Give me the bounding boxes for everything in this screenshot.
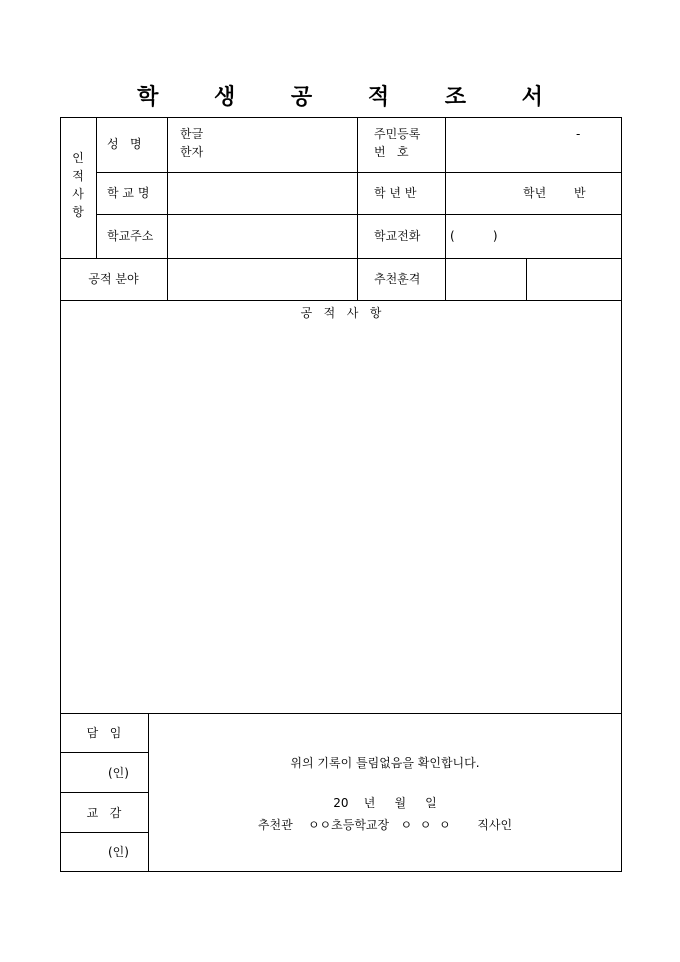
school-address-label: 학교주소 [107, 229, 154, 243]
col-divider [148, 713, 149, 872]
grade-class-label: 학 년 반 [374, 186, 417, 200]
section-label-char: 적 [72, 169, 84, 183]
vice-principal-seal[interactable]: (인) [108, 845, 129, 859]
col-divider [357, 117, 358, 300]
row-divider [96, 214, 622, 215]
col-divider [445, 117, 446, 300]
id-number-label: 주민등록 [374, 127, 421, 141]
class-field[interactable]: 반 [574, 186, 586, 200]
col-divider [526, 258, 527, 300]
homeroom-teacher-label: 담 임 [86, 726, 122, 740]
school-name-label: 학 교 명 [107, 186, 150, 200]
form-title: 학 생 공 적 조 서 [137, 84, 567, 110]
vice-principal-label: 교 감 [86, 806, 122, 820]
id-number-label-2: 번 호 [374, 145, 409, 159]
row-divider [60, 832, 148, 833]
homeroom-seal[interactable]: (인) [108, 766, 129, 780]
row-divider [60, 713, 622, 714]
row-divider [60, 752, 148, 753]
confirmation-statement: 위의 기록이 틀림없음을 확인합니다. [290, 756, 480, 770]
row-divider [60, 792, 148, 793]
school-phone-field[interactable]: ( ) [450, 229, 498, 243]
grade-field[interactable]: 학년 [523, 186, 547, 200]
col-divider [96, 117, 97, 258]
row-divider [60, 258, 622, 259]
name-hanja-field[interactable]: 한자 [180, 145, 204, 159]
section-label-char: 사 [72, 187, 84, 201]
section-label-char: 항 [72, 205, 84, 219]
id-number-field[interactable]: - [576, 127, 581, 141]
recommend-level-label: 추천훈격 [374, 272, 421, 286]
row-divider [60, 300, 622, 301]
row-divider [96, 172, 622, 173]
name-hangul-field[interactable]: 한글 [180, 127, 204, 141]
date-line[interactable]: 20 년 월 일 [333, 796, 437, 810]
col-divider [167, 117, 168, 300]
recommender-line: 추천관 ㅇㅇ초등학교장 ㅇ ㅇ ㅇ 직사인 [257, 818, 513, 832]
merit-field-label: 공적 분야 [88, 272, 139, 286]
merit-details-header: 공 적 사 항 [300, 306, 382, 320]
section-label-char: 인 [72, 151, 84, 165]
name-label: 성 명 [107, 137, 142, 151]
school-phone-label: 학교전화 [374, 229, 421, 243]
